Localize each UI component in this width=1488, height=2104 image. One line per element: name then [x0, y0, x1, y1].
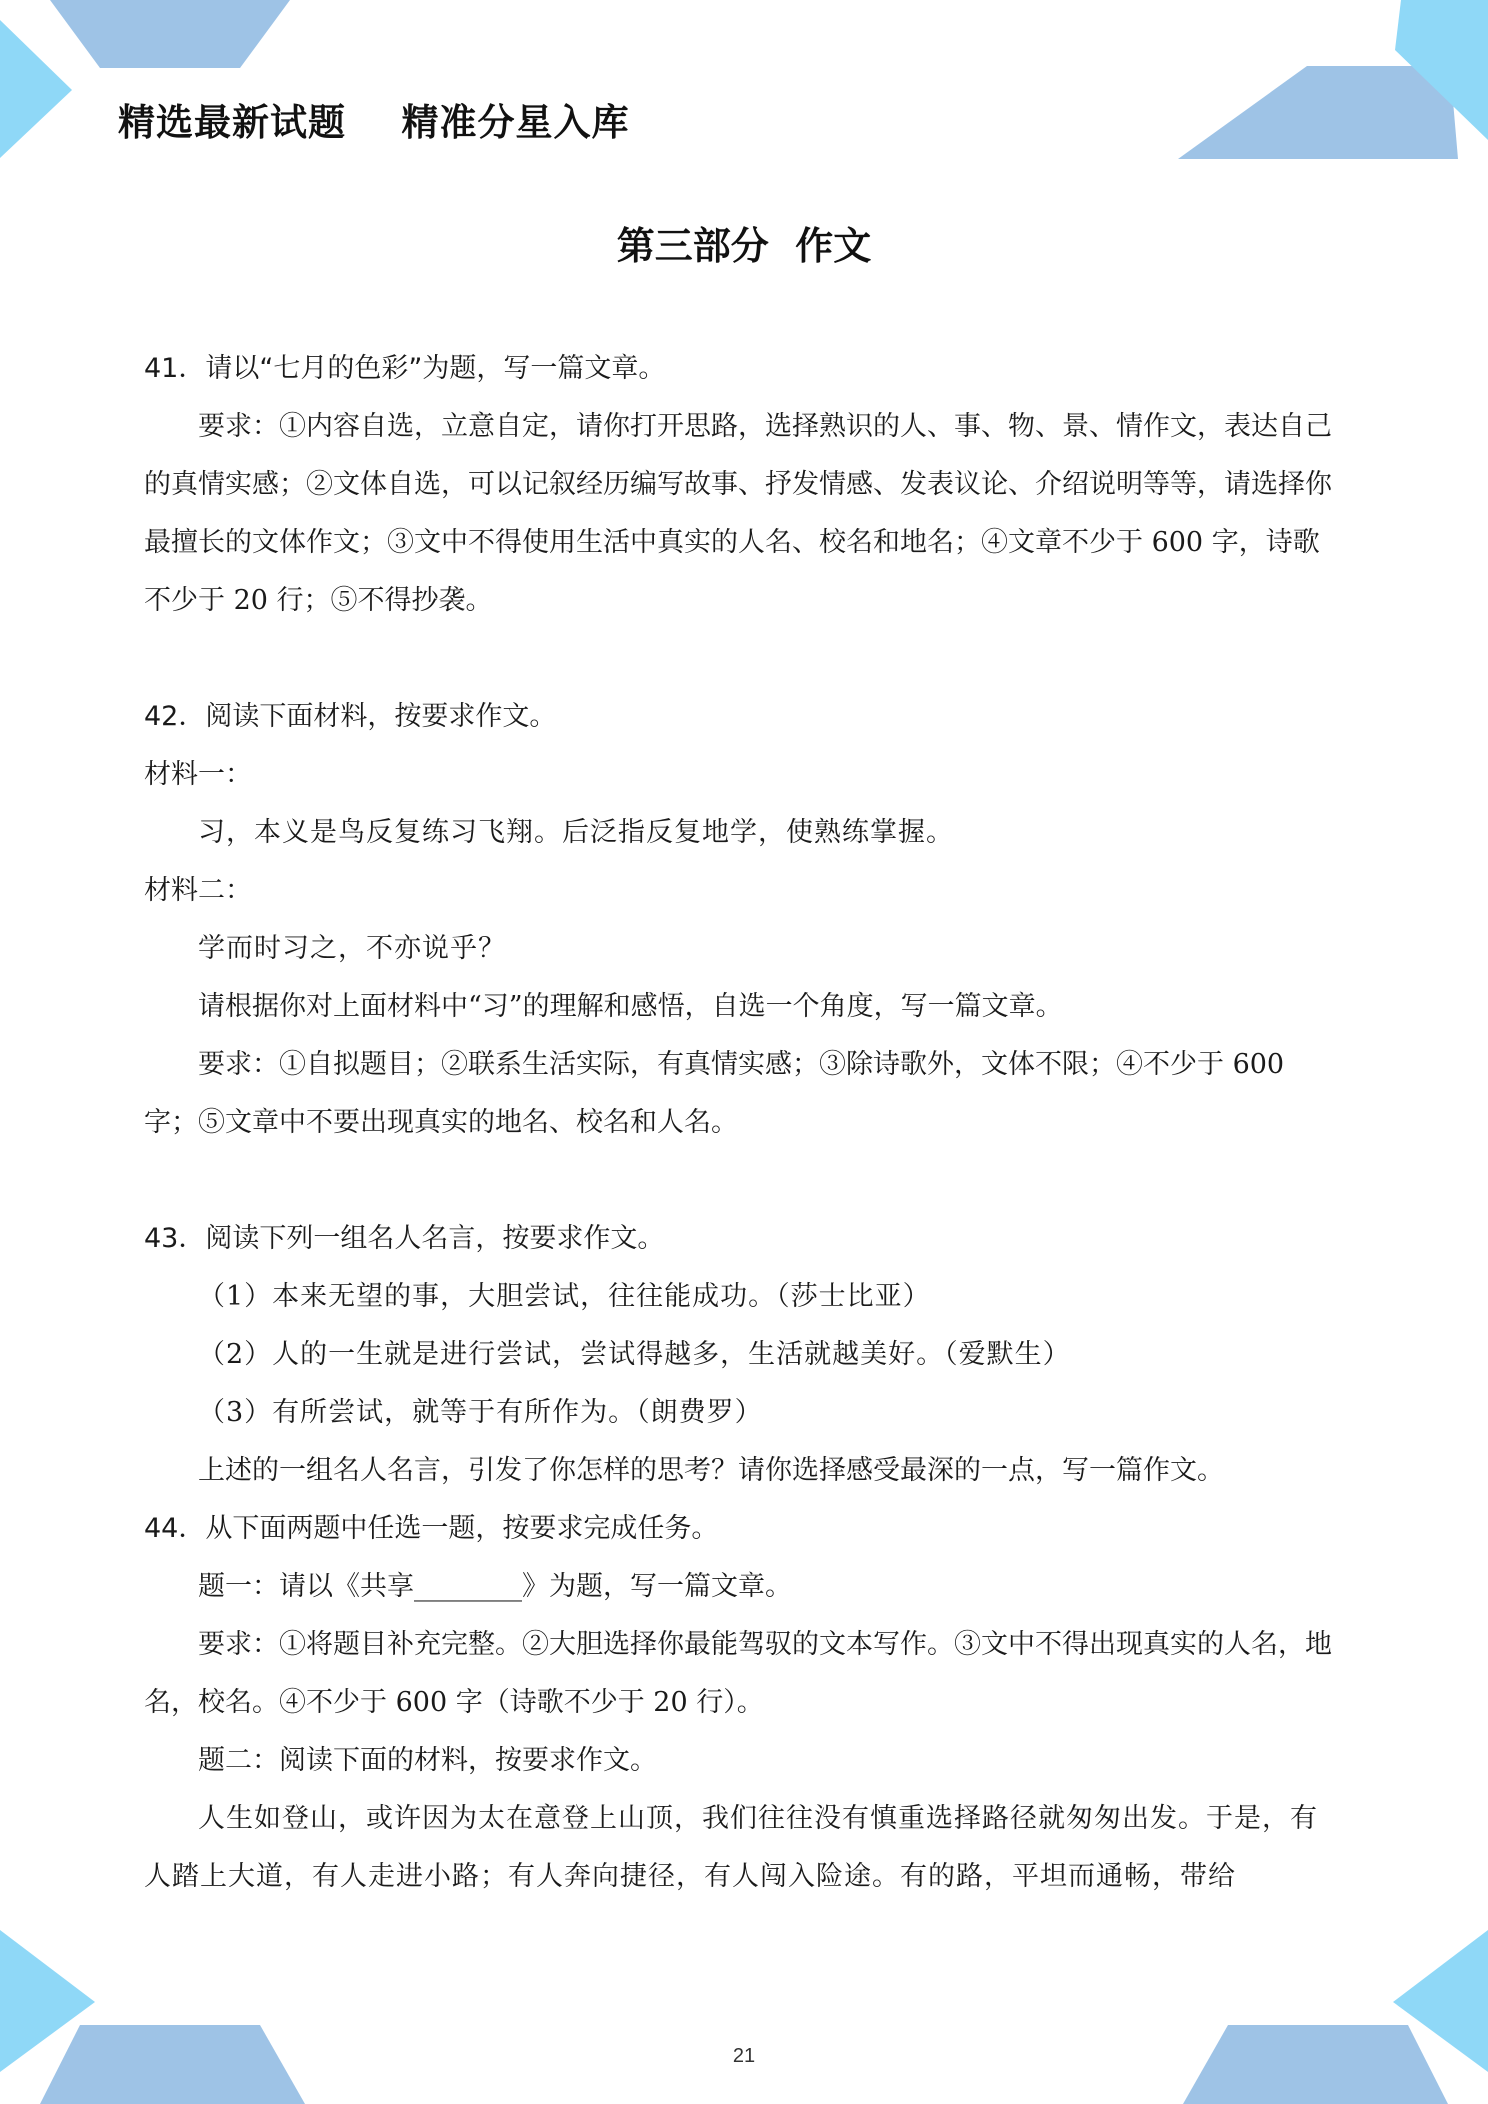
- material-1-label: 材料一：: [144, 759, 252, 790]
- topic-2-material: 人生如登山，或许因为太在意登上山顶，我们往往没有慎重选择路径就匆匆出发。于是，有人踏上大道，有人走进小路；有人奔向捷径，有人闯入险途。有的路，平坦而通畅，带给: [144, 1803, 1318, 1892]
- section-title: 第三部分 作文: [616, 224, 872, 268]
- question-43-heading: 43．阅读下列一组名人名言，按要求作文。: [144, 1223, 665, 1254]
- quote-item: （2）人的一生就是进行尝试，尝试得越多，生活就越美好。（爱默生）: [198, 1339, 1071, 1370]
- material-2-text: 学而时习之，不亦说乎？: [198, 933, 506, 964]
- material-1-text: 习，本义是鸟反复练习飞翔。后泛指反复地学，使熟练掌握。: [198, 817, 954, 848]
- quote-item: （3）有所尝试，就等于有所作为。（朗费罗）: [198, 1397, 763, 1428]
- topic-1: 题一：请以《共享________》为题，写一篇文章。: [198, 1571, 792, 1602]
- page-number: 21: [732, 2045, 756, 2067]
- question-43-prompt: 上述的一组名人名言，引发了你怎样的思考？请你选择感受最深的一点，写一篇作文。: [198, 1455, 1224, 1486]
- topic-1-requirements: 要求：①将题目补充完整。②大胆选择你最能驾驭的文本写作。③文中不得出现真实的人名，地名，校名。④不少于 600 字（诗歌不少于 20 行）。: [144, 1629, 1332, 1718]
- question-42-requirements: 要求：①自拟题目；②联系生活实际，有真情实感；③除诗歌外，文体不限；④不少于 600 字；⑤文章中不要出现真实的地名、校名和人名。: [144, 1049, 1285, 1138]
- question-41-heading: 41．请以“七月的色彩”为题，写一篇文章。: [144, 353, 666, 384]
- question-42-prompt: 请根据你对上面材料中“习”的理解和感悟，自选一个角度，写一篇文章。: [198, 991, 1063, 1022]
- question-42-heading: 42．阅读下面材料，按要求作文。: [144, 701, 557, 732]
- corner-decoration-bottom-right: [1168, 1930, 1488, 2104]
- question-44-heading: 44．从下面两题中任选一题，按要求完成任务。: [144, 1513, 719, 1544]
- topic-2: 题二：阅读下面的材料，按要求作文。: [198, 1745, 657, 1776]
- corner-decoration-bottom-left: [0, 1930, 320, 2104]
- quote-item: （1）本来无望的事，大胆尝试，往往能成功。（莎士比亚）: [198, 1281, 931, 1312]
- document-body: [144, 340, 1344, 1906]
- question-41-requirements: 要求：①内容自选，立意自定，请你打开思路，选择熟识的人、事、物、景、情作文，表达自己的真情实感；②文体自选，可以记叙经历编写故事、抒发情感、发表议论、介绍说明等等，请选择你最擅长的文体作文；③文中不得使用生活中真实的人名、校名和地名；④文章不少于 600 字，诗歌不少于 20 行；⑤不得抄袭。: [144, 411, 1332, 616]
- header-title: 精选最新试题 精准分星入库: [118, 101, 630, 144]
- corner-decoration-top-right: [1160, 0, 1488, 170]
- material-2-label: 材料二：: [144, 875, 252, 906]
